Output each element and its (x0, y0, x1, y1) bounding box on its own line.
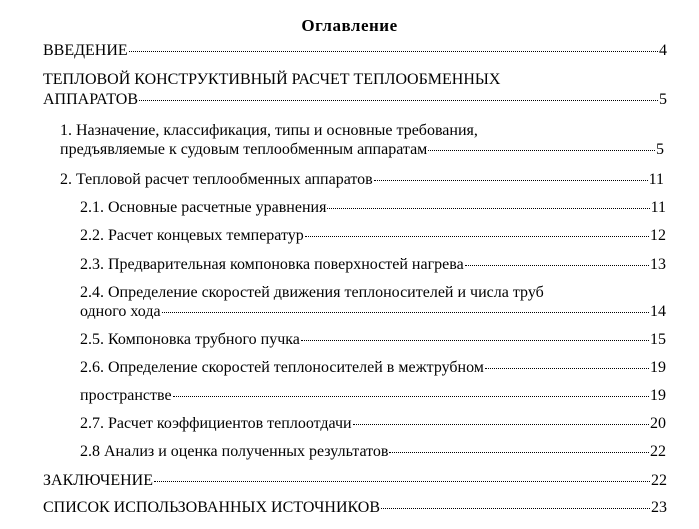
toc-page-number: 22 (650, 443, 666, 460)
toc-entry-text: 2.1. Основные расчетные уравнения (80, 199, 327, 216)
toc-page-number: 19 (650, 387, 666, 404)
toc-entry-section-2-1[interactable] (80, 198, 666, 217)
toc-entry-section-2-5[interactable] (80, 330, 666, 349)
toc-entry-text: АППАРАТОВ (43, 91, 139, 108)
toc-page-number: 5 (659, 91, 667, 108)
toc-leader-dots (465, 265, 649, 266)
toc-leader-dots (173, 396, 649, 397)
toc-entry-section-2-7[interactable] (80, 414, 666, 433)
toc-entry-section-2-3[interactable] (80, 255, 666, 274)
toc-entry-text: ВВЕДЕНИЕ (43, 42, 128, 59)
toc-leader-dots (327, 208, 649, 209)
toc-leader-dots (485, 368, 649, 369)
toc-entry-section-2-2[interactable] (80, 226, 666, 245)
toc-page-number: 11 (650, 199, 666, 216)
toc-entry-text: 2.3. Предварительная компоновка поверхностей нагрева (80, 256, 464, 273)
toc-entry-text: ЗАКЛЮЧЕНИЕ (43, 472, 153, 489)
toc-page-number: 12 (650, 227, 666, 244)
toc-leader-dots (389, 452, 649, 453)
toc-page-number: 22 (651, 472, 667, 489)
toc-page-number: 11 (648, 171, 664, 188)
toc-page-number: 14 (650, 303, 666, 320)
toc-entry-section-1-line1[interactable]: 1. Назначение, классификация, типы и основные требования, (60, 122, 478, 139)
toc-leader-dots (162, 312, 649, 313)
toc-entry-conclusion[interactable] (43, 471, 667, 490)
toc-leader-dots (129, 51, 658, 52)
toc-entry-introduction[interactable] (43, 41, 667, 60)
toc-entry-text: 2.7. Расчет коэффициентов теплоотдачи (80, 415, 352, 432)
toc-entry-section-2-6-continued[interactable] (80, 386, 666, 405)
toc-entry-text: 2.8 Анализ и оценка полученных результатов (80, 443, 389, 460)
toc-entry-section-2-8[interactable] (80, 442, 666, 461)
toc-leader-dots (154, 481, 650, 482)
toc-entry-thermal-calc[interactable] (43, 90, 667, 109)
toc-leader-dots (305, 236, 649, 237)
toc-page-number: 19 (650, 359, 666, 376)
toc-entry-thermal-calc-line1[interactable]: ТЕПЛОВОЙ КОНСТРУКТИВНЫЙ РАСЧЕТ ТЕПЛООБМЕННЫХ (43, 71, 501, 88)
toc-page-number: 4 (659, 42, 667, 59)
toc-entry-text: 2.2. Расчет концевых температур (80, 227, 304, 244)
toc-page-number: 23 (651, 499, 667, 516)
toc-entry-references[interactable] (43, 498, 667, 517)
toc-leader-dots (374, 180, 648, 181)
toc-page-number: 13 (650, 256, 666, 273)
toc-leader-dots (139, 100, 658, 101)
toc-leader-dots (353, 424, 649, 425)
toc-page-number: 20 (650, 415, 666, 432)
toc-entry-section-2-4[interactable] (80, 302, 666, 321)
toc-entry-section-2-6[interactable] (80, 358, 666, 377)
toc-entry-text: 2.6. Определение скоростей теплоносителей в межтрубном (80, 359, 484, 376)
toc-entry-text: СПИСОК ИСПОЛЬЗОВАННЫХ ИСТОЧНИКОВ (43, 499, 381, 516)
toc-leader-dots (381, 508, 650, 509)
toc-entry-section-1[interactable] (60, 140, 664, 159)
toc-page-number: 15 (650, 331, 666, 348)
toc-page-number: 5 (656, 141, 664, 158)
toc-title: Оглавление (301, 16, 398, 35)
toc-entry-section-2[interactable] (60, 170, 664, 189)
toc-entry-section-2-4-line1[interactable]: 2.4. Определение скоростей движения теплоносителей и числа труб (80, 284, 544, 301)
toc-entry-text: пространстве (80, 387, 172, 404)
toc-entry-text: одного хода (80, 303, 161, 320)
toc-entry-text: 2. Тепловой расчет теплообменных аппаратов (60, 171, 373, 188)
toc-entry-text: 2.5. Компоновка трубного пучка (80, 331, 300, 348)
toc-leader-dots (301, 340, 649, 341)
toc-entry-text: предъявляемые к судовым теплообменным аппаратам (60, 141, 428, 158)
toc-leader-dots (428, 150, 655, 151)
